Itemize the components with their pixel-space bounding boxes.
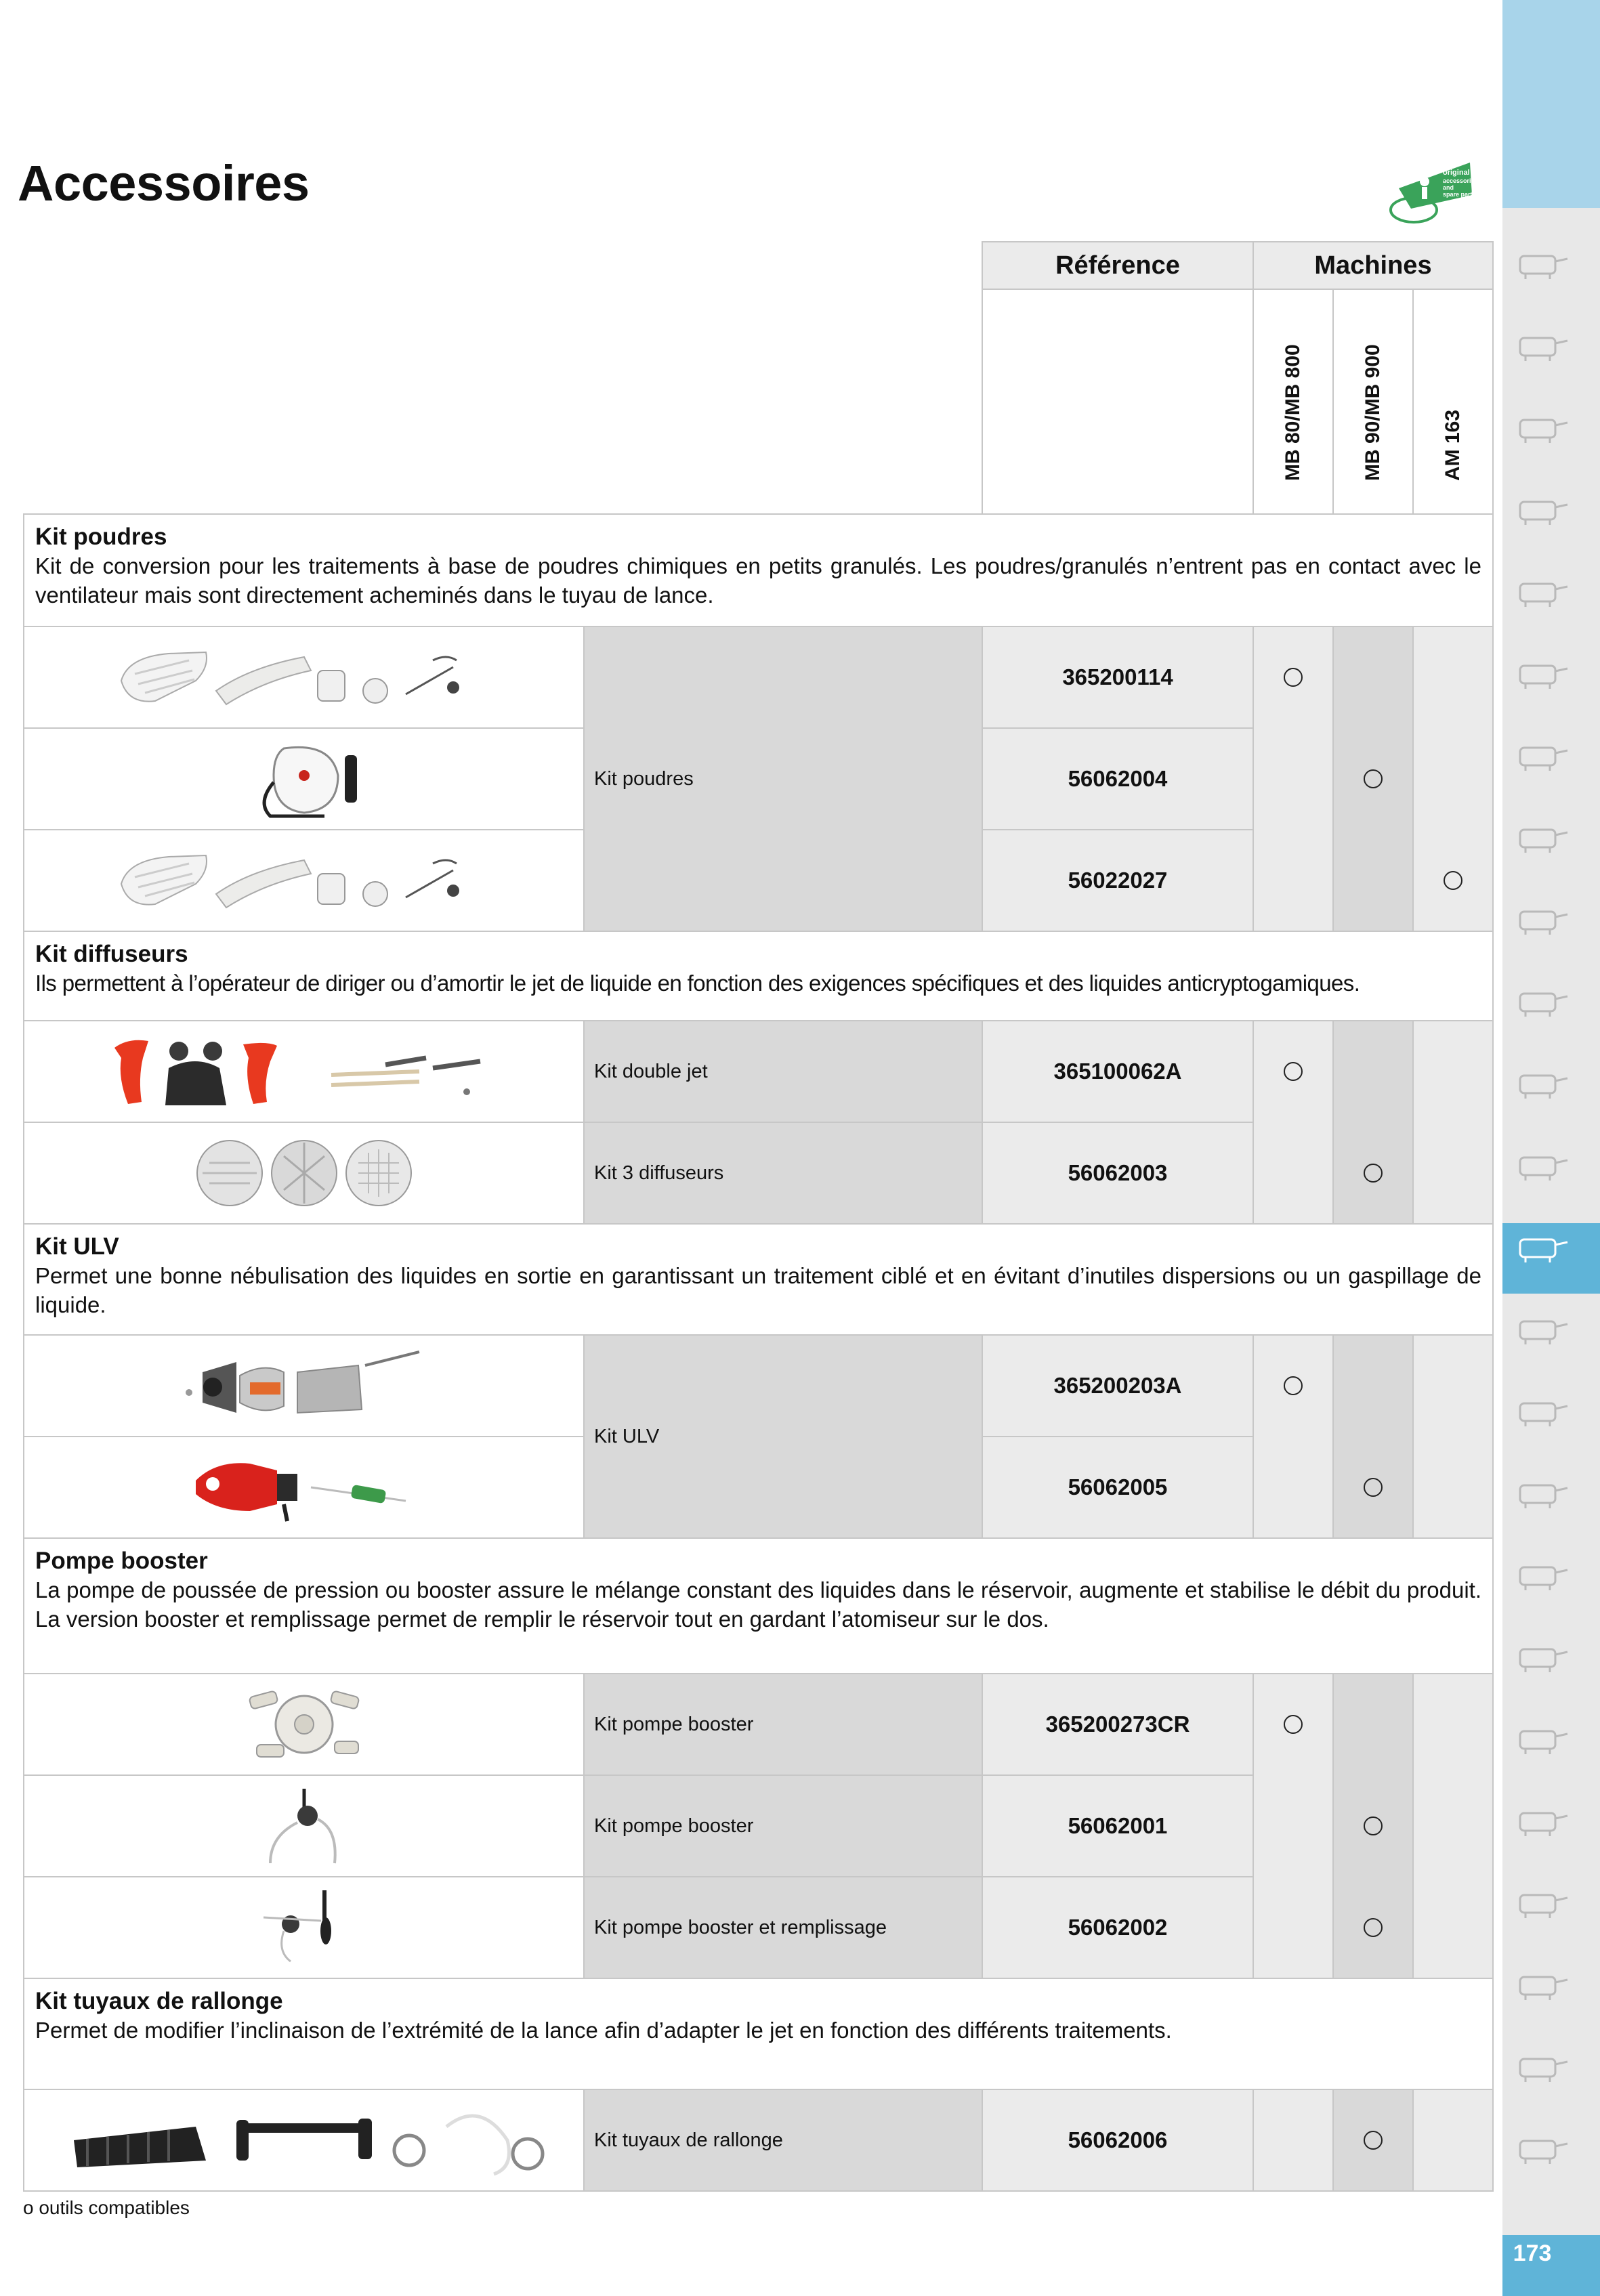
log-splitter-icon[interactable] (1512, 1555, 1573, 1596)
header-machine-col-1 (1252, 289, 1334, 515)
product-description: Kit pompe booster (583, 1673, 983, 1776)
push-mower-icon[interactable] (1512, 817, 1573, 858)
svg-text:spare parts: spare parts (1443, 191, 1476, 198)
product-image (23, 1774, 585, 1877)
product-image (23, 1673, 585, 1776)
reference-code: 56062001 (982, 1774, 1254, 1877)
reference-code: 56022027 (982, 829, 1254, 932)
lawnmower-icon[interactable] (1512, 654, 1573, 694)
product-image (23, 2089, 585, 2192)
generator-icon[interactable] (1512, 1719, 1573, 1760)
section-description: Permet une bonne nébulisation des liquides en sortie en garantissant un traitement ciblé et en évitant d’inutiles dispersions ou un gaspillage de liquide. (35, 1263, 1481, 1317)
blower-icon[interactable] (1512, 1145, 1573, 1186)
product-image (23, 1436, 585, 1539)
machine-column-3 (1412, 2089, 1494, 2192)
hedge-trimmer-icon[interactable] (1512, 490, 1573, 530)
section-description: Kit de conversion pour les traitements à base de poudres chimiques en petits granulés. Les poudres/granulés n’entrent pas en contact avec le ventilateur mais sont directement acheminés dans le tuyau de lance. (35, 553, 1481, 608)
reference-code: 365200273CR (982, 1673, 1254, 1776)
reference-code: 56062004 (982, 727, 1254, 830)
header-machine-col-3 (1412, 289, 1494, 515)
compat-circle (1364, 1918, 1383, 1937)
machine-column-1 (1252, 1334, 1334, 1539)
section-pompe-booster (23, 1537, 1494, 1674)
section-description: Ils permettent à l’opérateur de diriger ou d’amortir le jet de liquide en fonction des exigences spécifiques et des liquides anticryptogamiques. (35, 971, 1360, 996)
header-machines: Machines (1252, 241, 1494, 290)
compat-circle (1364, 2131, 1383, 2150)
product-description: Kit 3 diffuseurs (583, 1122, 983, 1225)
svg-text:and: and (1443, 184, 1454, 191)
product-image (23, 1020, 585, 1123)
machine-label-2: MB 90/MB 900 (1362, 344, 1384, 481)
machine-label-1: MB 80/MB 800 (1282, 344, 1304, 481)
compat-circle (1364, 1478, 1383, 1497)
compat-circle (1284, 1715, 1303, 1734)
pump-icon[interactable] (1512, 1801, 1573, 1842)
product-image (23, 1876, 585, 1979)
page-number: 173 (1513, 2240, 1552, 2266)
oil-can-icon[interactable] (1512, 2129, 1573, 2169)
footnote: o outils compatibles (23, 2197, 190, 2218)
product-image (23, 829, 585, 932)
product-image (23, 1334, 585, 1437)
compat-circle (1364, 1816, 1383, 1835)
section-title: Kit poudres (35, 524, 167, 550)
section-description: Permet de modifier l’inclinaison de l’extrémité de la lance afin d’adapter le jet en fonction des différents traitements. (35, 2018, 1172, 2043)
machine-column-1 (1252, 2089, 1334, 2192)
section-kit-ulv (23, 1223, 1494, 1336)
product-image (23, 727, 585, 830)
tiller-icon[interactable] (1512, 1309, 1573, 1350)
compat-circle (1284, 668, 1303, 687)
header-reference-blank (982, 289, 1254, 515)
reference-code: 365200203A (982, 1334, 1254, 1437)
section-kit-poudres (23, 513, 1494, 627)
product-description: Kit pompe booster (583, 1774, 983, 1877)
product-description: Kit pompe booster et remplissage (583, 1876, 983, 1979)
toolbox-icon[interactable] (1512, 1883, 1573, 1923)
machine-column-2 (1332, 1020, 1414, 1225)
battery-tool-icon[interactable] (1512, 244, 1573, 284)
page-title: Accessoires (18, 155, 310, 211)
section-description: La pompe de poussée de pression ou booster assure le mélange constant des liquides dans le réservoir, augmente et stabilise le débit du produit. La version booster et remplissage permet de remplir le réservoir tout en gardant l’atomiseur sur le dos. (35, 1577, 1481, 1632)
section-title: Kit diffuseurs (35, 941, 188, 967)
product-image (23, 626, 585, 729)
machine-column-3 (1412, 1020, 1494, 1225)
brushcutter-icon[interactable] (1512, 572, 1573, 612)
robot-mower-icon[interactable] (1512, 736, 1573, 776)
compat-circle (1444, 871, 1462, 890)
compat-circle (1364, 769, 1383, 788)
section-kit-diffuseurs (23, 931, 1494, 1021)
walk-behind-icon[interactable] (1512, 1637, 1573, 1678)
machine-label-3: AM 163 (1441, 409, 1464, 481)
svg-text:accessories: accessories (1443, 177, 1478, 184)
section-title: Pompe booster (35, 1548, 208, 1574)
reference-code: 365200114 (982, 626, 1254, 729)
header-reference: Référence (982, 241, 1254, 290)
pole-saw-icon[interactable] (1512, 408, 1573, 448)
product-description: Kit double jet (583, 1020, 983, 1123)
gloves-icon[interactable] (1512, 1965, 1573, 2005)
svg-text:original: original (1443, 169, 1470, 177)
self-propelled-mower-icon[interactable] (1512, 899, 1573, 940)
sprayer-icon[interactable] (1512, 1227, 1573, 1268)
product-description: Kit ULV (583, 1334, 983, 1539)
reference-code: 56062005 (982, 1436, 1254, 1539)
auger-icon[interactable] (1512, 1473, 1573, 1514)
reference-code: 56062006 (982, 2089, 1254, 2192)
machine-column-3 (1412, 1673, 1494, 1979)
machine-column-3 (1412, 1334, 1494, 1539)
reference-code: 365100062A (982, 1020, 1254, 1123)
machine-column-2 (1332, 1334, 1414, 1539)
reference-code: 56062003 (982, 1122, 1254, 1225)
compat-circle (1364, 1164, 1383, 1183)
tshirt-icon[interactable] (1512, 2047, 1573, 2087)
sidebar-top-band (1502, 0, 1600, 208)
tractor-icon[interactable] (1512, 1063, 1573, 1104)
product-description: Kit tuyaux de rallonge (583, 2089, 983, 2192)
chainsaw-icon[interactable] (1512, 326, 1573, 366)
original-parts-badge (1385, 161, 1480, 229)
compat-circle (1284, 1062, 1303, 1081)
reference-code: 56062002 (982, 1876, 1254, 1979)
scarifier-icon[interactable] (1512, 1391, 1573, 1432)
compat-circle (1284, 1376, 1303, 1395)
product-image (23, 1122, 585, 1225)
rider-mower-icon[interactable] (1512, 981, 1573, 1022)
product-description: Kit poudres (583, 626, 983, 932)
header-machine-col-2 (1332, 289, 1414, 515)
section-title: Kit ULV (35, 1233, 119, 1260)
section-title: Kit tuyaux de rallonge (35, 1988, 283, 2014)
section-kit-tuyaux (23, 1978, 1494, 2090)
machine-column-1 (1252, 1020, 1334, 1225)
